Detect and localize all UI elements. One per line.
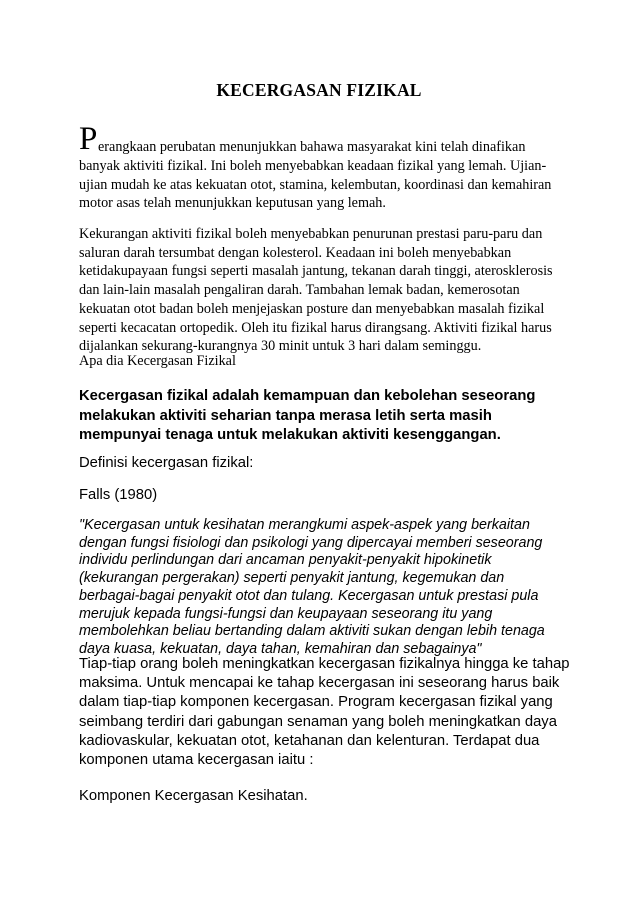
paragraph-2 <box>79 225 563 356</box>
quote-line: dengan fungsi fisiologi dan psikologi yang dipercayai memberi seseorang <box>79 534 543 551</box>
komponen-heading: Komponen Kecergasan Kesihatan. <box>79 788 308 804</box>
quote-line: individu perlindungan dari ancaman penyakit-penyakit hipokinetik <box>79 552 492 569</box>
quote-line: merujuk kepada fungsi-fungsi dan keupayaan seseorang itu yang <box>79 605 493 622</box>
text-line: dijalankan sekurang-kurangnya 30 minit untuk 3 hari dalam seminggu. <box>79 338 482 355</box>
quote-line: "Kecergasan untuk kesihatan merangkumi aspek-aspek yang berkaitan <box>79 517 530 533</box>
text-line: dan lain-lain masalah pengaliran darah. Tambahan lemak badan, kemerosotan <box>79 282 520 299</box>
text-line: Tiap-tiap orang boleh meningkatkan kecergasan fizikalnya hingga ke tahap <box>79 656 570 672</box>
document-title: KECERGASAN FIZIKAL <box>216 80 422 100</box>
text-line: Kecergasan fizikal adalah kemampuan dan kebolehan seseorang <box>79 388 536 404</box>
definition-bold <box>79 387 563 446</box>
quotation <box>79 517 563 659</box>
definition-label: Definisi kecergasan fizikal: <box>79 455 254 471</box>
text-line: Kekurangan aktiviti fizikal boleh menyebabkan penurunan prestasi paru-paru dan <box>79 226 543 242</box>
quote-line: membolehkan beliau bertanding dalam aktiviti sukan dengan lebih tenaga <box>79 623 545 640</box>
text-line: motor asas telah menunjukkan keputusan yang lemah. <box>79 195 386 211</box>
citation-falls: Falls (1980) <box>79 487 158 503</box>
text-line: ketidakupayaan fungsi seperti masalah jantung, tekanan darah tinggi, aterosklerosis <box>79 263 553 280</box>
text-line: saluran darah tersumbat dengan kolesterol. Keadaan ini boleh menyebabkan <box>79 244 512 261</box>
paragraph-3 <box>79 655 570 770</box>
quote-line: daya kuasa, kekuatan, daya tahan, kemahiran dan sebagainya" <box>79 640 482 657</box>
text-line: kekuatan otot badan boleh menjejaskan posture dan menyebabkan masalah fizikal <box>79 300 545 317</box>
text-line: komponen utama kecergasan iaitu : <box>79 752 314 769</box>
intro-first-line-text: erangkaan perubatan menunjukkan bahawa masyarakat kini telah dinafikan <box>98 139 526 155</box>
intro-first-line <box>79 121 563 157</box>
text-line: kadiovaskular, kekuatan otot, ketahanan dan kelenturan. Terdapat dua <box>79 732 540 749</box>
text-line: banyak aktiviti fizikal. Ini boleh menyebabkan keadaan fizikal yang lemah. Ujian- <box>79 158 547 174</box>
text-line: ujian mudah ke atas kekuatan otot, stamina, kelembutan, koordinasi dan kemahiran <box>79 176 552 193</box>
text-line: dalam tiap-tiap komponen kecergasan. Program kecergasan fizikal yang <box>79 694 553 711</box>
quote-line: (kekurangan pergerakan) seperti penyakit jantung, kegemukan dan <box>79 570 505 587</box>
text-line: seimbang terdiri dari gabungan senaman yang boleh meningkatkan daya <box>79 713 557 730</box>
drop-cap: P <box>79 121 98 157</box>
intro-paragraph <box>79 121 563 213</box>
text-line: maksima. Untuk mencapai ke tahap kecergasan ini seseorang harus baik <box>79 675 560 692</box>
quote-line: berbagai-bagai penyakit otot dan tulang. Kecergasan untuk prestasi pula <box>79 587 539 604</box>
subheading: Apa dia Kecergasan Fizikal <box>79 353 236 369</box>
text-line: seperti kecacatan ortopedik. Oleh itu fizikal harus dirangsang. Aktiviti fizikal harus <box>79 319 552 336</box>
text-line: mempunyai tenaga untuk melakukan aktiviti kesenggangan. <box>79 427 501 443</box>
text-line: melakukan aktiviti seharian tanpa merasa letih serta masih <box>79 407 492 424</box>
